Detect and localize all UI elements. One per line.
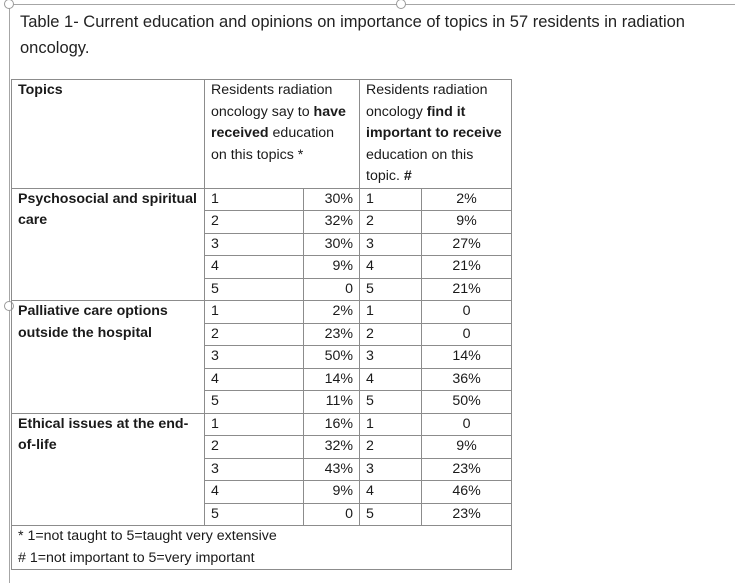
received-percent: 11% [304, 391, 360, 414]
received-score: 3 [205, 458, 304, 481]
topic-name: Palliative care options outside the hospital [12, 301, 205, 414]
importance-score: 1 [360, 413, 422, 436]
table-row [12, 301, 512, 324]
received-score: 4 [205, 256, 304, 279]
importance-percent: 2% [422, 188, 512, 211]
importance-percent: 9% [422, 211, 512, 234]
importance-score: 5 [360, 278, 422, 301]
importance-percent: 23% [422, 458, 512, 481]
importance-score: 2 [360, 436, 422, 459]
received-score: 5 [205, 503, 304, 526]
received-percent: 30% [304, 233, 360, 256]
topic-name: Psychosocial and spiritual care [12, 188, 205, 301]
importance-score: 3 [360, 233, 422, 256]
received-percent: 30% [304, 188, 360, 211]
received-score: 3 [205, 233, 304, 256]
importance-score: 3 [360, 458, 422, 481]
received-percent: 0 [304, 503, 360, 526]
received-percent: 43% [304, 458, 360, 481]
importance-percent: 46% [422, 481, 512, 504]
received-score: 2 [205, 323, 304, 346]
received-percent: 9% [304, 256, 360, 279]
received-score: 4 [205, 368, 304, 391]
importance-score: 4 [360, 481, 422, 504]
importance-percent: 0 [422, 301, 512, 324]
received-score: 2 [205, 211, 304, 234]
received-percent: 0 [304, 278, 360, 301]
notes-row [12, 526, 512, 570]
received-percent: 32% [304, 436, 360, 459]
received-score: 3 [205, 346, 304, 369]
table-note: # 1=not important to 5=very important [18, 549, 255, 566]
importance-score: 2 [360, 211, 422, 234]
received-percent: 50% [304, 346, 360, 369]
importance-percent: 14% [422, 346, 512, 369]
importance-percent: 23% [422, 503, 512, 526]
table-caption: Table 1- Current education and opinions on importance of topics in 57 residents in radiation oncology. [20, 13, 685, 57]
table-note: * 1=not taught to 5=taught very extensive [18, 528, 277, 544]
importance-percent: 36% [422, 368, 512, 391]
received-score: 1 [205, 188, 304, 211]
table-notes [12, 526, 512, 570]
received-percent: 23% [304, 323, 360, 346]
received-score: 5 [205, 278, 304, 301]
table-row [12, 413, 512, 436]
results-table [11, 79, 512, 570]
importance-percent: 9% [422, 436, 512, 459]
importance-score: 5 [360, 391, 422, 414]
importance-score: 1 [360, 188, 422, 211]
received-score: 2 [205, 436, 304, 459]
table-header-row [12, 80, 512, 189]
received-percent: 9% [304, 481, 360, 504]
importance-percent: 21% [422, 256, 512, 279]
received-score: 1 [205, 301, 304, 324]
importance-percent: 21% [422, 278, 512, 301]
importance-score: 1 [360, 301, 422, 324]
header-received-education: Residents radiation oncology say to have received education on this topics * [205, 80, 360, 189]
received-score: 5 [205, 391, 304, 414]
received-percent: 32% [304, 211, 360, 234]
importance-score: 2 [360, 323, 422, 346]
importance-percent: 27% [422, 233, 512, 256]
importance-percent: 0 [422, 323, 512, 346]
importance-score: 5 [360, 503, 422, 526]
received-score: 1 [205, 413, 304, 436]
header-find-important: Residents radiation oncology find it important to receive education on this topic. # [360, 80, 512, 189]
importance-score: 3 [360, 346, 422, 369]
received-percent: 2% [304, 301, 360, 324]
topic-name: Ethical issues at the end-of-life [12, 413, 205, 526]
received-percent: 16% [304, 413, 360, 436]
importance-score: 4 [360, 368, 422, 391]
importance-score: 4 [360, 256, 422, 279]
received-percent: 14% [304, 368, 360, 391]
received-score: 4 [205, 481, 304, 504]
importance-percent: 50% [422, 391, 512, 414]
table-row [12, 188, 512, 211]
importance-percent: 0 [422, 413, 512, 436]
header-topics: Topics [12, 80, 205, 189]
